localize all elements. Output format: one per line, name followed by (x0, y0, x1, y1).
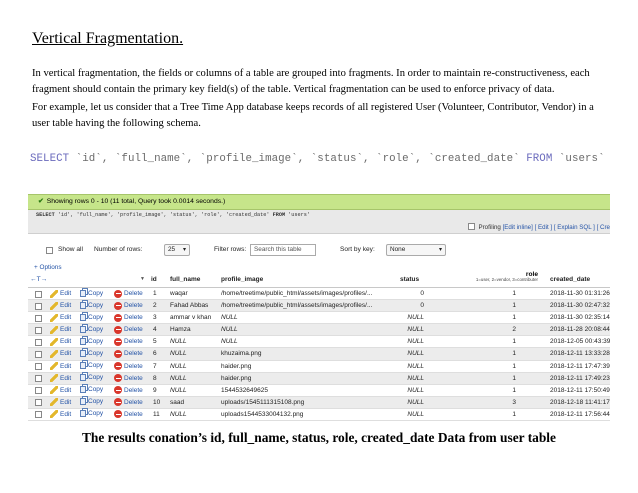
copy-icon (80, 374, 86, 381)
cell-id: 1 (153, 290, 157, 297)
table-row (28, 397, 610, 409)
row-checkbox[interactable] (35, 387, 42, 394)
cell-created-date: 2018-11-30 01:31:26 (550, 290, 610, 297)
edit-label: Edit (60, 326, 72, 334)
pencil-icon (50, 290, 58, 298)
row-checkbox[interactable] (35, 339, 42, 346)
pencil-icon (50, 374, 58, 382)
cell-full-name: ammar v khan (170, 314, 212, 322)
cell-id: 10 (153, 398, 161, 406)
cell-full-name: Fahad Abbas (170, 302, 209, 310)
col-status[interactable]: status (400, 276, 420, 283)
table-row (28, 373, 610, 385)
query-box (28, 210, 610, 234)
cell-status: 0 (420, 290, 424, 297)
delete-icon (114, 290, 122, 298)
rows-select[interactable] (164, 244, 190, 256)
cell-status: NULL (407, 314, 424, 322)
edit-label: Edit (60, 398, 72, 406)
cell-profile-image: NULL (221, 326, 238, 334)
edit-label: Edit (60, 338, 72, 346)
edit-action[interactable] (50, 374, 71, 382)
figure-caption: The results conation’s id, full_name, status, role, created_date Data from user table (82, 430, 556, 445)
cell-role: 2 (512, 326, 516, 334)
delete-icon (114, 374, 122, 382)
options-toggle[interactable]: + Options (34, 264, 62, 271)
col-role-comment: 1=user, 2=vendor, 3=contributer (475, 277, 538, 282)
cell-status: NULL (407, 326, 424, 334)
sql-table: `users` (552, 153, 605, 165)
delete-label: Delete (124, 326, 143, 334)
delete-label: Delete (124, 410, 143, 418)
profiling-bar (468, 223, 610, 231)
cell-created-date: 2018-11-30 02:47:32 (550, 302, 610, 310)
delete-icon (114, 398, 122, 406)
edit-action[interactable] (50, 302, 71, 310)
copy-label: Copy (88, 398, 104, 406)
profiling-label: Profiling (478, 224, 501, 231)
sort-select[interactable] (386, 244, 446, 256)
copy-icon (80, 302, 86, 309)
delete-action[interactable] (114, 350, 143, 358)
delete-label: Delete (124, 362, 143, 370)
row-checkbox[interactable] (35, 351, 42, 358)
delete-label: Delete (124, 302, 143, 310)
edit-label: Edit (60, 410, 72, 418)
cell-status: NULL (407, 362, 424, 370)
cell-full-name: NULL (170, 350, 187, 358)
cell-created-date: 2018-12-11 17:50:49 (550, 386, 610, 394)
cell-created-date: 2018-12-05 00:43:39 (550, 338, 610, 346)
delete-label: Delete (124, 338, 143, 346)
cell-role: 1 (512, 314, 516, 322)
cell-id: 4 (153, 326, 157, 334)
delete-label: Delete (124, 398, 143, 406)
table-row (28, 312, 610, 324)
delete-label: Delete (124, 374, 143, 382)
cell-full-name: NULL (170, 338, 187, 346)
sql-columns: `id`, `full_name`, `profile_image`, `status`, `role`, `created_date` (69, 153, 527, 165)
copy-icon (80, 362, 86, 369)
cell-profile-image: NULL (221, 314, 238, 322)
cell-profile-image: haider.png (221, 374, 252, 382)
cell-status: NULL (407, 350, 424, 358)
pencil-icon (50, 338, 58, 346)
cell-status: NULL (407, 338, 424, 346)
column-arrows-icon[interactable]: ←T→ (30, 276, 48, 283)
query-text (36, 212, 310, 218)
table-row (28, 324, 610, 336)
cell-status: NULL (407, 374, 424, 382)
copy-icon (80, 326, 86, 333)
cell-id: 7 (153, 362, 157, 370)
delete-label: Delete (124, 386, 143, 394)
edit-action[interactable] (50, 314, 71, 322)
cell-role: 1 (512, 338, 516, 346)
delete-action[interactable] (114, 410, 143, 418)
filter-label: Filter rows: (214, 246, 247, 253)
cell-full-name: NULL (170, 386, 187, 394)
cell-role: 1 (512, 386, 516, 394)
delete-action[interactable] (114, 326, 143, 334)
table-body (28, 288, 610, 421)
copy-label: Copy (88, 362, 104, 370)
delete-label: Delete (124, 290, 143, 297)
success-text: Showing rows 0 - 10 (11 total, Query took 0.0014 seconds.) (46, 198, 226, 205)
row-checkbox[interactable] (35, 303, 42, 310)
table-row (28, 409, 610, 421)
pencil-icon (50, 314, 58, 322)
copy-icon (80, 314, 86, 321)
table-row (28, 385, 610, 397)
table-header (28, 271, 610, 288)
query-links[interactable]: [Edit inline] [ Edit ] [ Explain SQL ] [ Cre (502, 224, 610, 231)
pencil-icon (50, 326, 58, 334)
cell-created-date: 2018-12-11 17:56:44 (550, 410, 610, 418)
cell-created-date: 2018-11-30 02:35:14 (550, 314, 610, 322)
copy-action[interactable] (80, 314, 103, 321)
cell-status: NULL (407, 410, 424, 418)
delete-icon (114, 338, 122, 346)
delete-action[interactable] (114, 314, 143, 322)
copy-action[interactable] (80, 290, 103, 297)
cell-id: 2 (153, 302, 157, 310)
cell-role: 1 (512, 290, 516, 297)
rows-label: Number of rows: (94, 246, 143, 253)
cell-full-name: NULL (170, 410, 187, 418)
delete-action[interactable] (114, 290, 143, 298)
cell-profile-image: /home/treetime/public_html/assets/images/profiles/... (221, 302, 373, 310)
cell-role: 1 (512, 374, 516, 382)
cell-full-name: saad (170, 398, 185, 406)
delete-icon (114, 302, 122, 310)
cell-status: 0 (420, 302, 424, 310)
paragraph-example: For example, let us consider that a Tree Time App database keeps records of all registered User (Volunteer, Contributor, Vendor) in a user table having the following schema. (32, 102, 594, 129)
chevron-down-icon: ▾ (438, 247, 442, 253)
check-icon: ✔ (38, 198, 44, 205)
cell-profile-image: khuzaima.png (221, 350, 262, 358)
table-controls (28, 244, 610, 260)
delete-action[interactable] (114, 374, 143, 382)
phpmyadmin-screenshot (28, 176, 610, 422)
chevron-down-icon: ▾ (182, 247, 186, 253)
delete-icon (114, 386, 122, 394)
pencil-icon (50, 302, 58, 310)
sql-select-keyword: SELECT (30, 153, 70, 165)
delete-icon (114, 326, 122, 334)
cell-id: 6 (153, 350, 157, 358)
cell-full-name: Hamza (170, 326, 191, 334)
cell-role: 1 (512, 410, 516, 418)
page-title: Vertical Fragmentation. (32, 30, 184, 47)
col-created-date[interactable]: created_date (550, 276, 591, 283)
sort-indicator-icon: ▼ (140, 276, 145, 282)
copy-action[interactable] (80, 374, 103, 381)
copy-icon (80, 338, 86, 345)
row-checkbox[interactable] (35, 399, 42, 406)
table-row (28, 361, 610, 373)
show-all-label: Show all (58, 246, 83, 253)
copy-action[interactable] (80, 302, 103, 309)
edit-label: Edit (60, 350, 72, 358)
copy-action[interactable] (80, 386, 103, 393)
edit-action[interactable] (50, 386, 71, 394)
pencil-icon (50, 398, 58, 406)
copy-icon (80, 398, 86, 405)
cell-created-date: 2018-11-28 20:08:44 (550, 326, 610, 334)
cell-id: 9 (153, 386, 157, 394)
rows-select-value: 25 (168, 246, 176, 253)
cell-created-date: 2018-12-11 13:33:28 (550, 350, 610, 358)
pencil-icon (50, 410, 58, 418)
delete-icon (114, 350, 122, 358)
copy-action[interactable] (80, 326, 103, 333)
col-profile-image[interactable]: profile_image (221, 276, 264, 283)
row-checkbox[interactable] (35, 375, 42, 382)
cell-profile-image: 1544532649625 (221, 386, 268, 394)
edit-label: Edit (60, 314, 72, 322)
table-row (28, 288, 610, 300)
query-table: 'users' (285, 212, 310, 218)
sort-select-value: None (390, 246, 406, 253)
edit-label: Edit (60, 302, 72, 310)
delete-icon (114, 314, 122, 322)
pencil-icon (50, 386, 58, 394)
copy-label: Copy (88, 289, 104, 297)
sql-statement (30, 153, 605, 165)
copy-action[interactable] (80, 410, 103, 417)
edit-action[interactable] (50, 338, 71, 346)
copy-icon (80, 290, 86, 297)
success-message (28, 194, 610, 210)
row-checkbox[interactable] (35, 411, 42, 418)
row-checkbox[interactable] (35, 363, 42, 370)
col-full-name[interactable]: full_name (170, 276, 201, 283)
copy-label: Copy (88, 337, 104, 345)
show-all-checkbox[interactable] (46, 247, 53, 254)
copy-icon (80, 350, 86, 357)
delete-action[interactable] (114, 302, 143, 310)
cell-role: 1 (512, 350, 516, 358)
query-from-keyword: FROM (272, 212, 286, 218)
cell-profile-image: uploads/1545111315108.png (221, 398, 305, 406)
cell-full-name: NULL (170, 374, 187, 382)
paragraph-definition: In vertical fragmentation, the fields or columns of a table are grouped into fragments. In order to maintain re-constructiveness, each fragment should contain the primary key field(s) of the table. Vertical fragmentation can be used to enforce privacy of data. (32, 68, 590, 95)
cell-created-date: 2018-12-11 17:47:39 (550, 362, 610, 370)
sql-from-keyword: FROM (526, 153, 553, 165)
sort-label: Sort by key: (340, 246, 375, 253)
copy-label: Copy (88, 410, 104, 418)
cell-role: 1 (512, 362, 516, 370)
delete-label: Delete (124, 350, 143, 358)
edit-label: Edit (60, 386, 72, 394)
cell-profile-image: uploads1544533004132.png (221, 410, 304, 418)
col-role-title: role (525, 271, 538, 278)
table-row (28, 300, 610, 312)
copy-icon (80, 410, 86, 417)
pencil-icon (50, 350, 58, 358)
delete-action[interactable] (114, 398, 143, 406)
edit-label: Edit (60, 362, 72, 370)
results-table (28, 271, 610, 421)
cell-role: 3 (512, 398, 516, 406)
cell-status: NULL (407, 398, 424, 406)
copy-action[interactable] (80, 362, 103, 369)
edit-action[interactable] (50, 362, 71, 370)
table-row (28, 348, 610, 360)
edit-action[interactable] (50, 290, 71, 298)
col-id[interactable]: id (151, 276, 157, 283)
delete-action[interactable] (114, 362, 143, 370)
copy-label: Copy (88, 313, 104, 321)
edit-action[interactable] (50, 398, 71, 406)
cell-role: 1 (512, 302, 516, 310)
table-row (28, 336, 610, 348)
cell-profile-image: haider.png (221, 362, 252, 370)
delete-label: Delete (124, 314, 143, 322)
row-checkbox[interactable] (35, 315, 42, 322)
copy-label: Copy (88, 301, 104, 309)
filter-input[interactable]: Search this table (250, 244, 316, 256)
edit-action[interactable] (50, 350, 71, 358)
col-role[interactable] (448, 271, 538, 282)
cell-profile-image: NULL (221, 338, 238, 346)
query-select-keyword: SELECT (36, 212, 55, 218)
delete-icon (114, 362, 122, 370)
cell-created-date: 2018-12-11 17:49:23 (550, 374, 610, 382)
query-columns: 'id', 'full_name', 'profile_image', 'status', 'role', 'created_date' (54, 212, 273, 218)
cell-full-name: NULL (170, 362, 187, 370)
profiling-checkbox[interactable] (468, 223, 475, 230)
copy-action[interactable] (80, 350, 103, 357)
row-checkbox[interactable] (35, 291, 42, 298)
cell-created-date: 2018-12-18 11:41:17 (550, 398, 610, 406)
copy-label: Copy (88, 386, 104, 394)
cell-profile-image: /home/treetime/public_html/assets/images/profiles/... (221, 290, 373, 297)
row-checkbox[interactable] (35, 327, 42, 334)
copy-action[interactable] (80, 338, 103, 345)
cell-status: NULL (407, 386, 424, 394)
copy-label: Copy (88, 374, 104, 382)
cell-id: 8 (153, 374, 157, 382)
copy-action[interactable] (80, 398, 103, 405)
delete-action[interactable] (114, 386, 143, 394)
edit-label: Edit (60, 290, 72, 297)
pencil-icon (50, 362, 58, 370)
delete-action[interactable] (114, 338, 143, 346)
delete-icon (114, 410, 122, 418)
cell-id: 3 (153, 314, 157, 322)
cell-id: 11 (153, 410, 160, 418)
edit-label: Edit (60, 374, 72, 382)
copy-icon (80, 386, 86, 393)
cell-full-name: waqar (170, 290, 188, 297)
edit-action[interactable] (50, 326, 71, 334)
cell-id: 5 (153, 338, 157, 346)
copy-label: Copy (88, 349, 104, 357)
edit-action[interactable] (50, 410, 71, 418)
copy-label: Copy (88, 325, 104, 333)
